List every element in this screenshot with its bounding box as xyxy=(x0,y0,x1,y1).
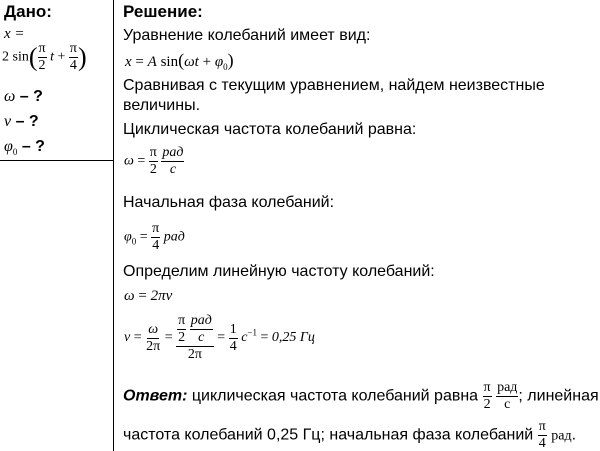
text-cyclic-frequency: Циклическая частота колебаний равна: xyxy=(123,121,417,138)
unknown-nu: ν – ? xyxy=(4,113,39,130)
answer-label: Ответ: xyxy=(123,387,188,405)
equation-phi0: $\varphi_0$ = $\frac{\pi}{4}$ рад xyxy=(124,221,185,253)
answer-line2: частота колебаний 0,25 Гц; начальная фаза колебаний $\frac{\pi}{4}$ рад. xyxy=(123,419,577,451)
text-initial-phase: Начальная фаза колебаний: xyxy=(123,194,335,211)
solution-header: Решение: xyxy=(123,2,203,21)
column-divider xyxy=(113,0,114,451)
equation-general: x = A $\sin(\omega t + \varphi_0)$ xyxy=(125,50,234,72)
text-compare-line1: Сравнивая с текущим уравнением, найдем неизвестные xyxy=(123,77,545,94)
equation-omega-2pi-nu: ω = 2πν xyxy=(124,288,173,304)
text-equation-form: Уравнение колебаний имеет вид: xyxy=(123,27,371,44)
given-x-expression: 2 sin( $\frac{\pi}{2}$ t + $\frac{\pi}{4}$ ) xyxy=(2,41,87,73)
given-header: Дано: xyxy=(4,2,52,21)
text-linear-frequency: Определим линейную частоту колебаний: xyxy=(123,263,435,280)
unknown-omega: ω – ? xyxy=(4,88,43,105)
unknown-phi0: $\varphi_0$ – ? xyxy=(4,138,45,158)
text-compare-line2: величины. xyxy=(123,97,201,114)
answer-line1: Ответ: циклическая частота колебаний равна $\frac{\pi}{2}$ рад с ; линейная xyxy=(123,380,599,412)
given-x-label: x = xyxy=(4,26,25,42)
given-separator xyxy=(0,160,113,161)
equation-nu: ν = $\frac{\omega}{2\pi}$ = $\frac{\pi}{2}$ рад с 2π = $\frac{1}{4}$ $c^{-1} = 0,25$ Гц xyxy=(124,313,315,362)
equation-omega: ω = $\frac{\pi}{2}$ рад с xyxy=(124,145,184,177)
